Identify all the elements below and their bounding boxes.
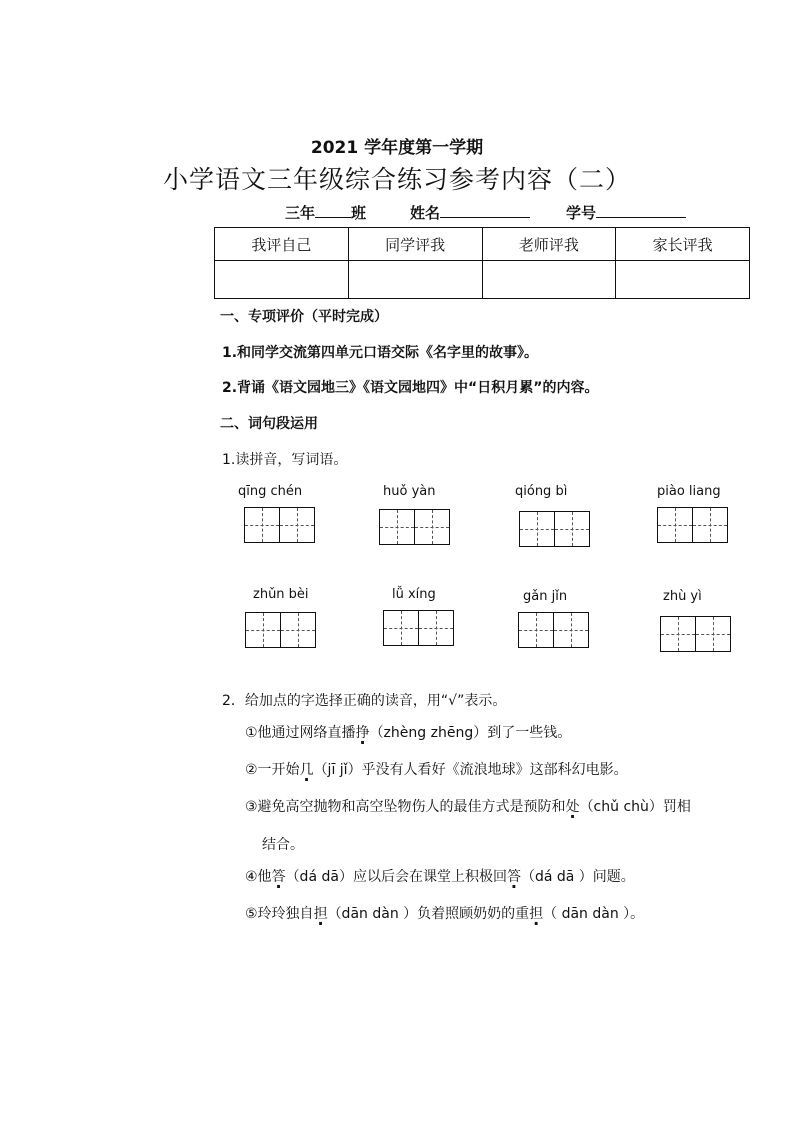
id-label: 学号 — [566, 204, 597, 222]
pinyin-2: huǒ yàn — [383, 484, 436, 499]
title-year: 2021 学年度第一学期 — [310, 138, 484, 158]
q2-item-5-dotted-char: 担 — [313, 906, 328, 922]
eval-cell-teacher[interactable] — [482, 261, 616, 299]
pinyin-6: lǚ xíng — [392, 587, 436, 602]
pinyin-5: zhǔn bèi — [253, 587, 309, 602]
pinyin-3: qióng bì — [515, 484, 568, 499]
class-blank[interactable] — [315, 203, 351, 218]
q2-item-1 — [245, 722, 571, 742]
writing-grid-7[interactable] — [518, 612, 589, 648]
eval-cell-classmate[interactable] — [348, 261, 482, 299]
q2-item-1-text: ①他通过网络直播 — [245, 725, 356, 741]
writing-grid-2[interactable] — [379, 509, 450, 545]
q2-item-1-options[interactable]: （zhèng zhēng）到了一些钱。 — [369, 725, 572, 741]
page-title: 小学语文三年级综合练习参考内容（二） — [162, 165, 631, 194]
q2-item-5 — [245, 903, 644, 923]
q2-item-3-options[interactable]: （chǔ chù）罚相 — [579, 799, 691, 815]
q2-item-2-dotted-char: 几 — [299, 762, 314, 778]
writing-grid-4[interactable] — [657, 507, 728, 543]
q2-item-2-text: ②一开始 — [245, 762, 300, 778]
q2-item-4-dotted-char: 答 — [271, 869, 286, 885]
pinyin-4: piào liang — [657, 484, 721, 499]
section2-heading: 二、词句段运用 — [220, 416, 318, 432]
q2-item-2 — [245, 759, 628, 779]
q2-item-5-text: ⑤玲玲独自 — [245, 906, 314, 922]
q2-item-3-dotted-char: 处 — [565, 799, 580, 815]
class-label: 班 — [351, 204, 367, 222]
grade-class-line — [285, 202, 366, 223]
writing-grid-3[interactable] — [519, 511, 590, 547]
pinyin-7: gǎn jǐn — [523, 589, 568, 604]
q2-item-5-options-a[interactable]: （dān dàn ）负着照顾奶奶的重 — [327, 906, 530, 922]
eval-cell-parent[interactable] — [616, 261, 750, 299]
q2-item-5-dotted-char-2: 担 — [529, 906, 544, 922]
id-blank[interactable] — [596, 203, 686, 218]
q2-item-2-options[interactable]: （jī jǐ）乎没有人看好《流浪地球》这部科幻电影。 — [313, 762, 628, 778]
writing-grid-6[interactable] — [383, 610, 454, 646]
section1-item-1: 1.和同学交流第四单元口语交际《名字里的故事》。 — [222, 345, 539, 361]
q1-instruction: 1.读拼音，写词语。 — [222, 452, 348, 468]
id-line — [566, 202, 686, 223]
writing-grid-5[interactable] — [245, 612, 316, 648]
evaluation-input-row — [215, 261, 750, 299]
name-blank[interactable] — [440, 203, 530, 218]
evaluation-header-row — [215, 228, 750, 261]
q2-item-4-text: ④他 — [245, 869, 272, 885]
q2-item-5-options-b[interactable]: （ dān dàn ）。 — [543, 906, 645, 922]
eval-header-teacher: 老师评我 — [482, 228, 616, 261]
eval-header-classmate: 同学评我 — [348, 228, 482, 261]
section1-heading: 一、专项评价（平时完成） — [220, 309, 388, 325]
q2-instruction: 2．给加点的字选择正确的读音，用“√”表示。 — [222, 693, 507, 709]
eval-header-self: 我评自己 — [215, 228, 349, 261]
eval-header-parent: 家长评我 — [616, 228, 750, 261]
q2-item-3 — [245, 796, 691, 816]
name-label: 姓名 — [410, 204, 441, 222]
eval-cell-self[interactable] — [215, 261, 349, 299]
q2-item-4 — [245, 866, 635, 886]
pinyin-8: zhù yì — [663, 589, 702, 604]
evaluation-table — [214, 227, 750, 299]
q2-item-3-continued: 结合。 — [262, 837, 304, 853]
q2-item-4-options-b[interactable]: （dá dā ）问题。 — [520, 869, 635, 885]
pinyin-1: qīng chén — [238, 484, 303, 499]
q2-item-1-dotted-char: 挣 — [355, 725, 370, 741]
q2-item-3-text: ③避免高空抛物和高空坠物伤人的最佳方式是预防和 — [245, 799, 566, 815]
q2-item-4-options-a[interactable]: （dá dā）应以后会在课堂上积极回 — [285, 869, 507, 885]
writing-grid-8[interactable] — [660, 616, 731, 652]
name-line — [410, 202, 530, 223]
q2-item-4-dotted-char-2: 答 — [506, 869, 521, 885]
grade-label: 三年 — [285, 204, 316, 222]
writing-grid-1[interactable] — [244, 507, 315, 543]
section1-item-2: 2.背诵《语文园地三》《语文园地四》中“日积月累”的内容。 — [222, 380, 599, 396]
